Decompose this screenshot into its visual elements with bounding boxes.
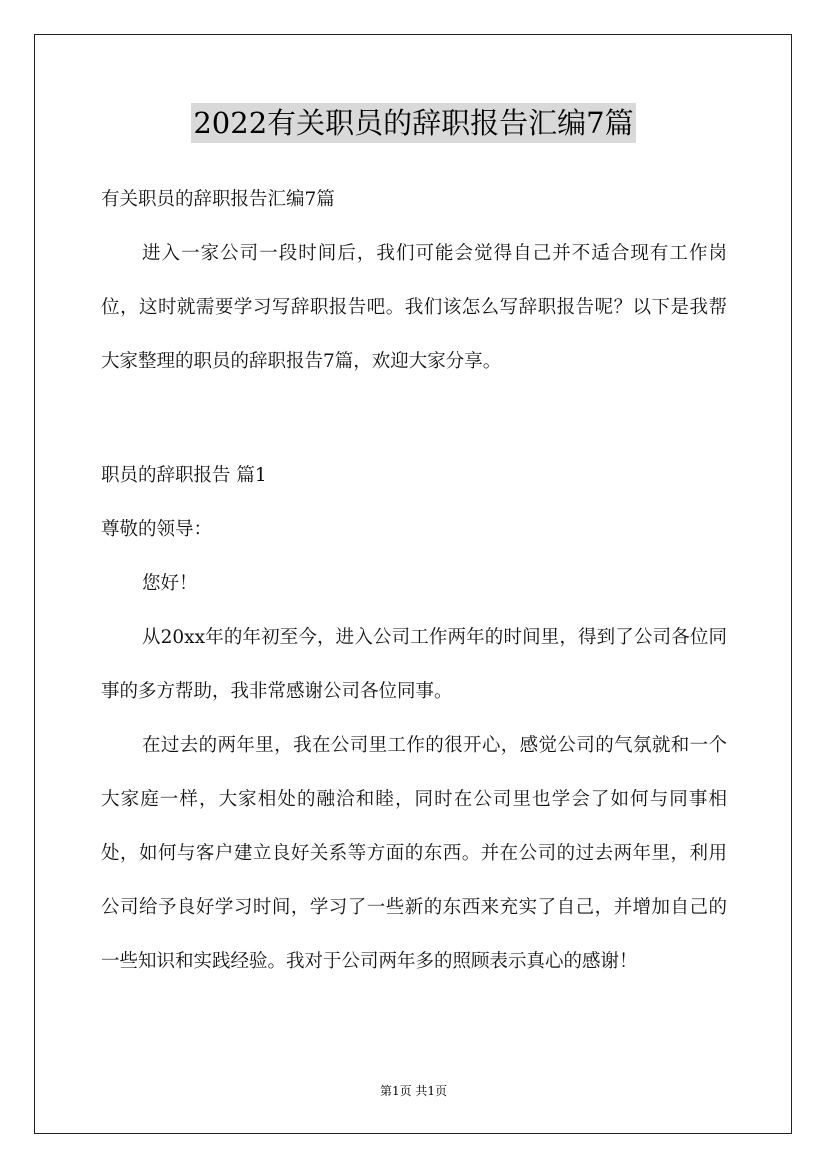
title-wrap bbox=[0, 103, 827, 143]
greeting: 您好！ bbox=[142, 573, 198, 594]
spacer bbox=[101, 389, 727, 449]
intro-paragraph: 进入一家公司一段时间后，我们可能会觉得自己并不适合现有工作岗位，这时就需要学习写辞职报告吧。我们该怎么写辞职报告呢？以下是我帮大家整理的职员的辞职报告7篇，欢迎大家分享。 bbox=[101, 243, 727, 372]
document-subtitle: 有关职员的辞职报告汇编7篇 bbox=[101, 189, 335, 210]
body-paragraph-1: 从20xx年的年初至今，进入公司工作两年的时间里，得到了公司各位同事的多方帮助，我非常感谢公司各位同事。 bbox=[101, 627, 727, 702]
body-paragraph-2: 在过去的两年里，我在公司里工作的很开心，感觉公司的气氛就和一个大家庭一样，大家相处的融洽和睦，同时在公司里也学会了如何与同事相处，如何与客户建立良好关系等方面的东西。并在公司的过去两年里，利用公司给予良好学习时间，学习了一些新的东西来充实了自己，并增加自己的一些知识和实践经验。我对于公司两年多的照顾表示真心的感谢！ bbox=[101, 735, 727, 972]
section-heading: 职员的辞职报告 篇1 bbox=[101, 465, 267, 486]
salutation: 尊敬的领导： bbox=[101, 519, 213, 540]
document-body bbox=[101, 173, 727, 989]
page-footer: 第1页 共1页 bbox=[379, 1084, 448, 1098]
document-title: 2022有关职员的辞职报告汇编7篇 bbox=[191, 103, 635, 143]
